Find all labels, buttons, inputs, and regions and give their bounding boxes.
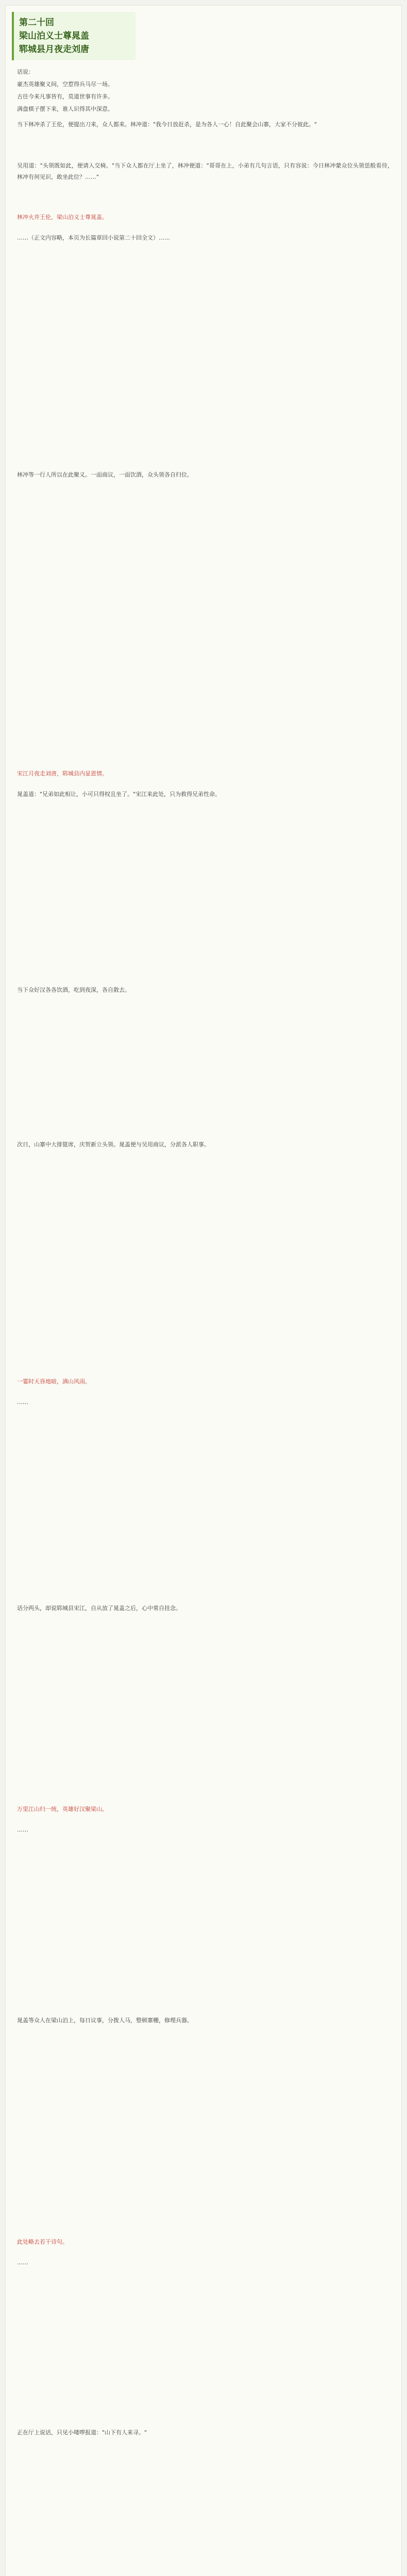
- chapter-title-line-1: 梁山泊义士尊晁盖: [19, 31, 89, 41]
- paragraph: 话说：: [17, 69, 34, 75]
- paragraph: 当下林冲杀了王伦，便提出刀来，众人都来。林冲道："我今日放赶杀，是为各人一心！自此聚会山寨，大家不分彼此。": [17, 121, 317, 128]
- paragraph: 古往今来凡事皆有，莫道世事有许多。: [17, 93, 113, 100]
- paragraph: ……: [17, 1399, 28, 1405]
- chapter-number: 第二十回: [19, 18, 54, 28]
- chapter-title-box: [12, 12, 135, 60]
- red-quote: 一霎时天昏地暗，满山风雨。: [17, 1378, 91, 1385]
- paragraph: 满盘棋子摆下来，谁人识得其中深意。: [17, 106, 113, 112]
- paragraph: ……（正文内容略，本页为长篇章回小说第二十回全文）……: [17, 234, 170, 241]
- red-quote: 林冲火并王伦，梁山泊义士尊晁盖。: [17, 214, 108, 221]
- red-quote: 万里江山归一统，英雄好汉聚梁山。: [17, 1806, 108, 1812]
- paragraph: 晁盖等众人在梁山泊上，每日议事，分拨人马，整顿寨栅，修理兵器。: [17, 2017, 193, 2024]
- chapter-title-line-2: 郓城县月夜走刘唐: [19, 44, 89, 55]
- paragraph: 话分两头，却说郓城县宋江，自从放了晁盖之后，心中常自挂念。: [17, 1605, 181, 1612]
- paragraph: ……: [17, 1826, 28, 1833]
- paragraph: 当下众好汉各各饮酒，吃到夜深，各自散去。: [17, 987, 130, 993]
- paragraph: 豪杰英雄聚义间，空惹得兵马尽一场。: [17, 81, 113, 88]
- red-quote: 宋江月夜走刘唐，郓城县内显恩情。: [17, 770, 108, 777]
- paragraph: 林冲等一行人所以在此聚义。一面商议，一面饮酒，众头领各自归位。: [17, 471, 193, 478]
- paragraph: ……: [17, 2259, 28, 2266]
- chapter-page: [5, 5, 402, 2576]
- paragraph: 正在厅上说话，只见小喽啰报道："山下有人来寻。": [17, 2429, 147, 2436]
- paragraph: 次日，山寨中大排筵席，庆贺新立头领。晁盖便与吴用商议，分派各人职事。: [17, 1141, 210, 1148]
- paragraph: 吴用道："头领既如此，便请入交椅。"当下众人都在厅上坐了，林冲便道："哥哥在上，小弟有几句言语，只有容说：今日林冲蒙众位头领恁般看待，林冲有何见识，敢坐此位？……": [17, 162, 393, 180]
- red-quote: 此处略去若干诗句。: [17, 2239, 68, 2245]
- paragraph: 晁盖道："兄弟如此相让，小可只得权且坐了。"宋江来此处，只为救得兄弟性命。: [17, 791, 221, 798]
